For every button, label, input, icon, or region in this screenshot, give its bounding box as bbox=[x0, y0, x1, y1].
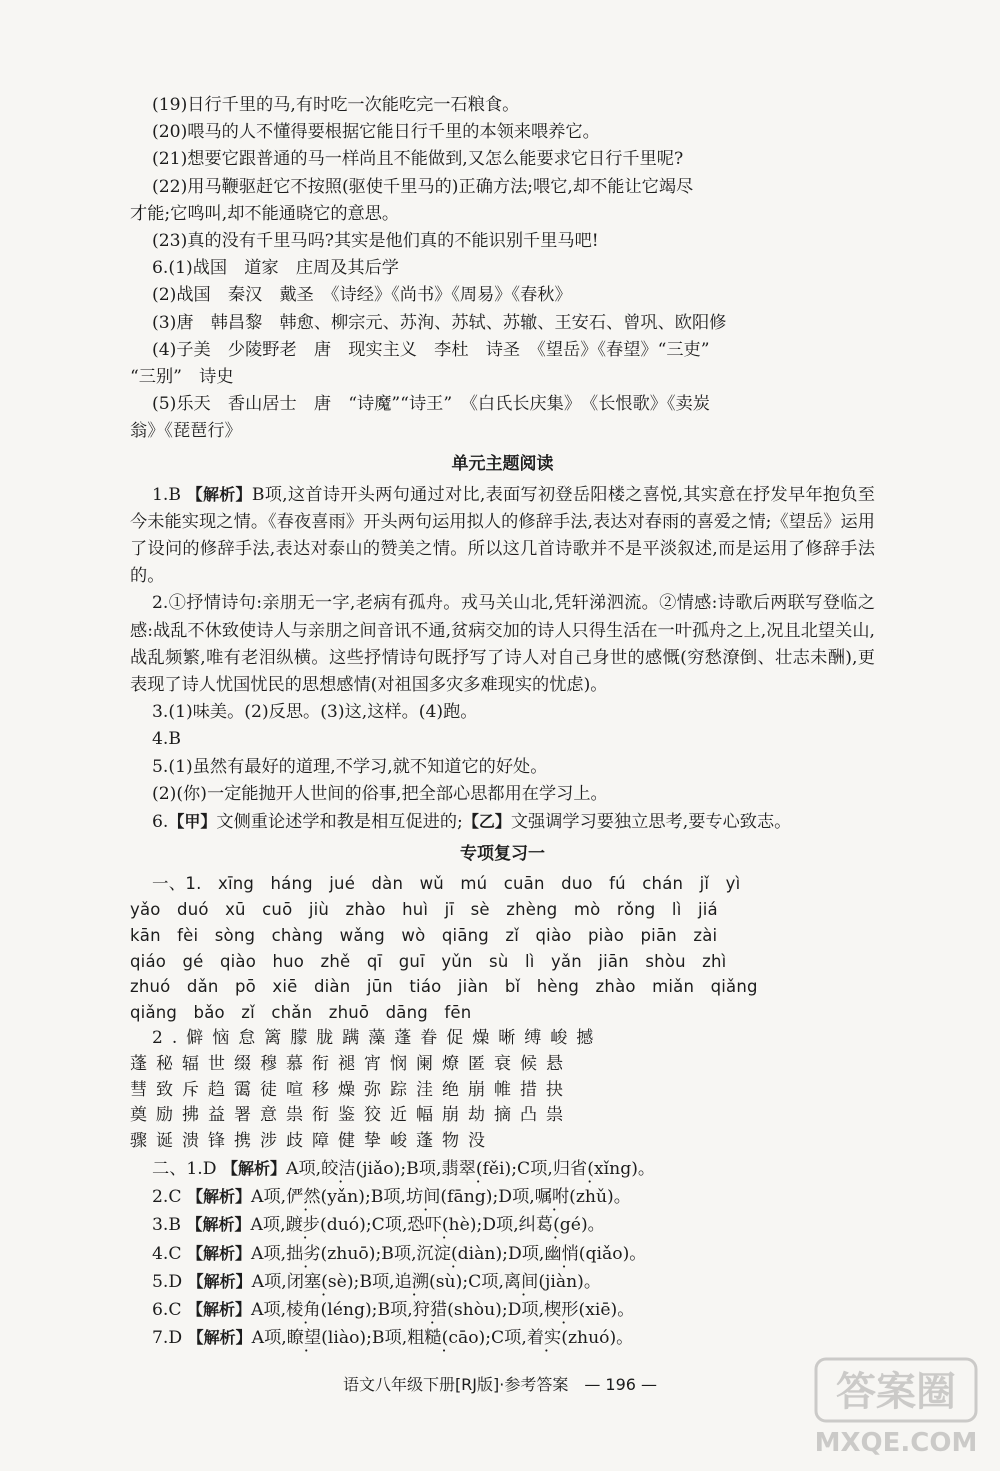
page-footer: 语文八年级下册[RJ版]·参考答案 — 196 — bbox=[342, 1375, 658, 1394]
watermark-url-text: MXQE.COM bbox=[814, 1428, 978, 1458]
analysis-tag: 【解析】 bbox=[187, 1187, 252, 1207]
answer-line: (19)日行千里的马,有时吃一次能吃完一石粮食。 bbox=[152, 95, 520, 115]
answer-line: (4)子美 少陵野老 唐 现实主义 李杜 诗圣 《望岳》《春望》“三吏” bbox=[152, 339, 710, 360]
hanzi-line: 2.僻恼怠篱朦胧蹒藻蓬眷促燥晰缚峻撼 bbox=[152, 1028, 603, 1049]
pinyin-line: yǎo duó xū cuō jiù zhào huì jī sè zhèng mò rǒng lì jiá bbox=[130, 900, 718, 920]
choice-number: 6.C bbox=[152, 1300, 182, 1321]
answer-text: (sè);B项, bbox=[321, 1271, 395, 1292]
watermark-main-text: 答案圈 bbox=[836, 1369, 956, 1415]
answer-text: (diàn);D项, bbox=[450, 1243, 545, 1264]
answer-text: A项, bbox=[251, 1300, 287, 1321]
hanzi-block bbox=[130, 1026, 875, 1155]
emphasized-char: 翠 bbox=[458, 1159, 476, 1180]
pinyin-block bbox=[130, 871, 875, 1026]
hanzi-line: 彗致斥趋霭徒喧移燥弥踪洼绝崩帷措抉 bbox=[130, 1079, 572, 1100]
answer-line: (22)用马鞭驱赶它不按照(驱使千里马的)正确方法;喂它,却不能让它竭尽 bbox=[152, 176, 694, 197]
answer-line: (21)想要它跟普通的马一样尚且不能做到,又怎么能要求它日行千里呢? bbox=[152, 149, 684, 170]
answer-text: 望(liào);B项,粗 bbox=[303, 1328, 425, 1349]
pinyin-line: 一、1. xīng háng jué dàn wǔ mú cuān duo fú chán jǐ yì bbox=[152, 874, 741, 894]
answer-text: 劣(zhuō);B项,沉 bbox=[303, 1243, 434, 1264]
choice-answer-line bbox=[130, 1183, 875, 1211]
answer-text: 溯(sù);C项, bbox=[411, 1271, 504, 1292]
choice-number: 3.B bbox=[152, 1215, 182, 1236]
answer-text: (hè);D项,纠 bbox=[441, 1215, 536, 1236]
answer-q5b: (2)(你)一定能抛开人世间的俗事,把全部心思都用在学习上。 bbox=[152, 783, 608, 804]
answer-q2: 2.①抒情诗句:亲朋无一字,老病有孤舟。戎马关山北,凭轩涕泗流。②情感:诗歌后两联写登临之感:战乱不休致使诗人与亲朋之间音讯不通,贫病交加的诗人只得生活在一叶孤舟之上,况且北望关山,战乱频繁,唯有老泪纵横。这些抒情诗句既抒写了诗人对自己身世的感慨(穷愁潦倒、壮志未酬),更表现了诗人忧国忧民的思想感情(对祖国多灾多难现实的忧虑)。 bbox=[130, 593, 875, 696]
emphasized-char: 俨 bbox=[286, 1187, 304, 1208]
answer-text: 间(fāng);D项, bbox=[423, 1187, 535, 1208]
answer-q3: 3.(1)味美。(2)反思。(3)这,这样。(4)跑。 bbox=[152, 702, 478, 723]
emphasized-char: 楔 bbox=[544, 1300, 562, 1321]
answer-text: 然(yǎn);B项, bbox=[303, 1187, 407, 1208]
choice-answer-line bbox=[130, 1211, 875, 1239]
emphasized-char: 糙 bbox=[424, 1328, 442, 1349]
answer-text: A项, bbox=[251, 1328, 287, 1349]
choice-answer-line bbox=[130, 1268, 875, 1296]
emphasized-char: 嘱 bbox=[534, 1187, 552, 1208]
answer-text: A项, bbox=[251, 1243, 287, 1264]
emphasized-char: 淀 bbox=[433, 1243, 451, 1264]
emphasized-char: 瞭 bbox=[286, 1328, 304, 1349]
pinyin-line: qiáo gé qiào huo zhě qī guī yǔn sù lì yǎn jiān shòu zhì bbox=[130, 951, 727, 971]
choice-answer-line bbox=[130, 1155, 875, 1183]
choice-number: 2.C bbox=[152, 1187, 182, 1208]
watermark-graphic bbox=[812, 1353, 982, 1465]
answer-q5a: 5.(1)虽然有最好的道理,不学习,就不知道它的好处。 bbox=[152, 756, 548, 777]
answer-text: A项, bbox=[250, 1215, 286, 1236]
emphasized-char: 踱 bbox=[285, 1215, 303, 1236]
answer-text: 猎(shòu);D项, bbox=[429, 1300, 545, 1321]
answer-text: (fěi);C项,归 bbox=[475, 1159, 571, 1180]
multiple-choice-block bbox=[130, 1155, 875, 1352]
pinyin-line: kān fèi sòng chàng wǎng wò qiāng zǐ qiào piào piān zài bbox=[130, 925, 718, 945]
answer-line: 6.(1)战国 道家 庄周及其后学 bbox=[152, 258, 399, 279]
answer-text: 间(jiàn)。 bbox=[521, 1271, 602, 1292]
answer-text: (gé)。 bbox=[553, 1215, 605, 1236]
emphasized-char: 幽 bbox=[544, 1243, 562, 1264]
answer-text: 角(léng);B项, bbox=[303, 1300, 413, 1321]
emphasized-char: 着 bbox=[526, 1328, 545, 1349]
answer-q1 bbox=[130, 481, 875, 591]
pinyin-line: qiǎng bǎo zǐ chǎn zhuō dāng fēn bbox=[130, 1003, 472, 1023]
q6-text-a: 文侧重论述学和教是相互促进的; bbox=[216, 812, 463, 833]
analysis-tag: 【解析】 bbox=[187, 1328, 252, 1348]
answer-text: 咐(zhǔ)。 bbox=[551, 1187, 631, 1208]
hanzi-line: 奠励拂益署意祟衔鉴狡近幅崩劫摘凸祟 bbox=[130, 1105, 572, 1126]
answer-line: (3)唐 韩昌黎 韩愈、柳宗元、苏洵、苏轼、苏辙、王安石、曾巩、欧阳修 bbox=[152, 312, 727, 333]
answer-text: 步(duó);C项,恐 bbox=[302, 1215, 425, 1236]
answer-text: 形(xiē)。 bbox=[561, 1300, 635, 1321]
emphasized-char: 离 bbox=[503, 1271, 522, 1292]
answer-line: (5)乐天 香山居士 唐 “诗魔”“诗王” 《白氏长庆集》 《长恨歌》《卖炭 bbox=[152, 394, 710, 415]
answer-page bbox=[130, 92, 875, 1352]
q6-text-b: 文强调学习要独立思考,要专心致志。 bbox=[510, 812, 792, 833]
analysis-tag: 【解析】 bbox=[186, 484, 252, 504]
analysis-tag: 【解析】 bbox=[187, 1243, 252, 1263]
emphasized-char: 拙 bbox=[286, 1243, 304, 1264]
choice-answer-line bbox=[130, 1324, 875, 1352]
emphasized-char: 狩 bbox=[412, 1300, 430, 1321]
answer-line: (23)真的没有千里马吗?其实是他们真的不能识别千里马吧! bbox=[152, 231, 599, 252]
top-answer-block bbox=[130, 92, 875, 446]
answer-text: 实(zhuó)。 bbox=[544, 1328, 634, 1349]
emphasized-char: 坊 bbox=[406, 1187, 424, 1208]
section-heading-unit-reading: 单元主题阅读 bbox=[451, 453, 554, 474]
answer-text: A项,闭 bbox=[251, 1271, 304, 1292]
answer-text: A项, bbox=[251, 1187, 287, 1208]
answer-text: (xǐng)。 bbox=[587, 1159, 656, 1180]
q1-number: 1.B bbox=[152, 484, 182, 505]
answer-text: (cāo);C项, bbox=[441, 1328, 527, 1349]
tag-yi: 【乙】 bbox=[462, 812, 511, 832]
hanzi-line: 骤诞溃锋携涉歧障健挚峻蓬物没 bbox=[130, 1131, 494, 1152]
tag-jia: 【甲】 bbox=[168, 812, 217, 832]
emphasized-char: 棱 bbox=[286, 1300, 304, 1321]
answer-line: 翁》《琵琶行》 bbox=[130, 421, 242, 442]
answer-q6 bbox=[130, 808, 875, 836]
emphasized-char: 省 bbox=[570, 1159, 588, 1180]
analysis-tag: 【解析】 bbox=[187, 1271, 252, 1291]
emphasized-char: 追 bbox=[394, 1271, 412, 1292]
analysis-tag: 【解析】 bbox=[187, 1300, 252, 1320]
emphasized-char: 吓 bbox=[424, 1215, 442, 1236]
pinyin-line: zhuó dǎn pō xiē diàn jūn tiáo jiàn bǐ hèng zhào miǎn qiǎng bbox=[130, 977, 758, 997]
emphasized-char: 皎 bbox=[321, 1159, 339, 1180]
choice-number: 5.D bbox=[152, 1271, 183, 1292]
choice-number: 4.C bbox=[152, 1243, 182, 1264]
emphasized-char: 葛 bbox=[535, 1215, 554, 1236]
choice-number: 二、1.D bbox=[152, 1159, 217, 1180]
q1-text: B项,这首诗开头两句通过对比,表面写初登岳阳楼之喜悦,其实意在抒发早年抱负至今未能实现之情。《春夜喜雨》开头两句运用拟人的修辞手法,表达对春雨的喜爱之情;《望岳》运用了设问的修辞手法,表达对泰山的赞美之情。所以这几首诗歌并不是平淡叙述,而是运用了修辞手法的。 bbox=[130, 484, 875, 587]
answer-text: 悄(qiǎo)。 bbox=[561, 1243, 647, 1264]
answer-text: 洁(jiǎo);B项,翡 bbox=[338, 1159, 459, 1180]
answer-line: (20)喂马的人不懂得要根据它能日行千里的本领来喂养它。 bbox=[152, 122, 600, 143]
watermark-logo bbox=[812, 1353, 982, 1465]
answer-line: 才能;它鸣叫,却不能通晓它的意思。 bbox=[130, 203, 400, 224]
choice-answer-line bbox=[130, 1240, 875, 1268]
analysis-tag: 【解析】 bbox=[222, 1159, 287, 1179]
answer-line: “三别” 诗史 bbox=[130, 367, 234, 388]
hanzi-line: 蓬秘辐世缀穆慕衔褪宵悯阑燎匿衰候悬 bbox=[130, 1053, 572, 1074]
q6-number: 6. bbox=[152, 812, 169, 833]
emphasized-char: 塞 bbox=[303, 1271, 322, 1292]
choice-number: 7.D bbox=[152, 1328, 183, 1349]
answer-line: (2)战国 秦汉 戴圣 《诗经》《尚书》《周易》《春秋》 bbox=[152, 285, 572, 306]
answer-q4: 4.B bbox=[152, 729, 182, 750]
analysis-tag: 【解析】 bbox=[186, 1215, 251, 1235]
section-heading-review: 专项复习一 bbox=[460, 844, 545, 865]
answer-text: A项, bbox=[286, 1159, 322, 1180]
